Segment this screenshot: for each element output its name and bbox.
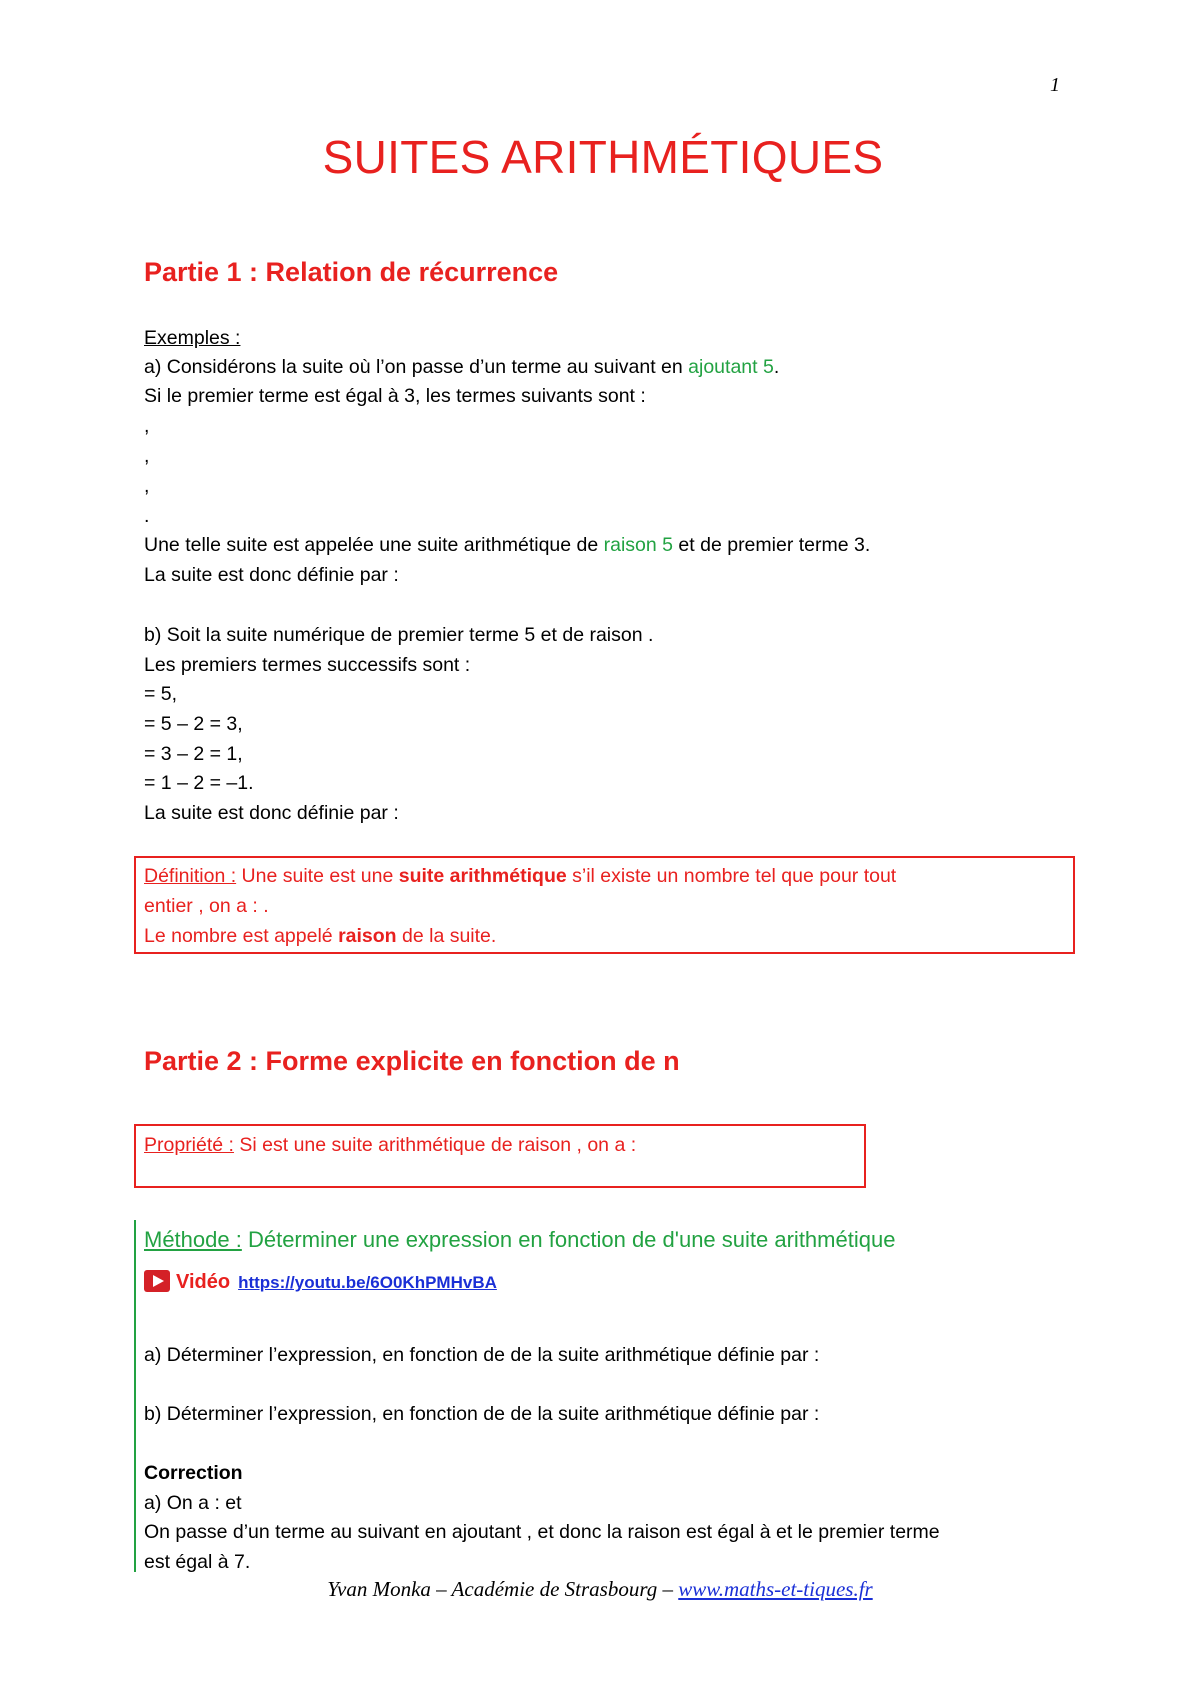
part2-heading: Partie 2 : Forme explicite en fonction de n (144, 1046, 680, 1076)
b-defined-by: La suite est donc définie par : (144, 802, 399, 824)
page-title: SUITES ARITHMÉTIQUES (322, 131, 884, 183)
property-line (144, 1131, 636, 1159)
video-row (144, 1270, 497, 1294)
definition-line3-end: de la suite. (396, 925, 497, 947)
such-text: Une telle suite est appelée une suite arithmétique de (144, 534, 604, 556)
b-term: = 3 – 2 = 1, (144, 743, 243, 765)
term-punct: , (144, 475, 150, 497)
defined-by-line: La suite est donc définie par : (144, 564, 399, 586)
footer (0, 1577, 1200, 1602)
definition-label: Définition : (144, 865, 237, 887)
b-term: = 5, (144, 683, 178, 705)
first-term-line: Si le premier terme est égal à 3, les termes suivants sont : (144, 385, 646, 407)
b-term: = 1 – 2 = –1. (144, 772, 254, 794)
definition-line3-text: Le nombre est appelé (144, 925, 339, 947)
footer-text: Yvan Monka – Académie de Strasbourg – (327, 1577, 679, 1601)
b-terms-intro: Les premiers termes successifs sont : (144, 654, 471, 676)
method-label: Méthode : (144, 1227, 242, 1252)
example-a-line (144, 353, 779, 381)
term-punct: , (144, 445, 150, 467)
property-label: Propriété : (144, 1134, 234, 1156)
term-punct: . (144, 505, 150, 527)
part1-heading: Partie 1 : Relation de récurrence (144, 257, 559, 287)
method-sidebar (134, 1220, 136, 1572)
video-label: Vidéo (176, 1271, 231, 1293)
such-sequence-line (144, 531, 870, 559)
example-b-line: b) Soit la suite numérique de premier terme 5 et de raison . (144, 624, 654, 646)
definition-raison: raison (338, 925, 397, 947)
property-text: Si est une suite arithmétique de raison , on a : (233, 1134, 637, 1156)
example-a-end: . (773, 356, 780, 378)
examples-label: Exemples : (144, 327, 241, 349)
correction-a1: a) On a : et (144, 1492, 242, 1514)
definition-text2: s’il existe un nombre tel que pour tout (566, 865, 897, 887)
youtube-play-icon[interactable] (144, 1270, 170, 1292)
correction-label: Correction (144, 1462, 243, 1484)
correction-a2: On passe d’un terme au suivant en ajoutant , et donc la raison est égal à et le premier terme (144, 1521, 940, 1543)
b-term: = 5 – 2 = 3, (144, 713, 243, 735)
correction-a3: est égal à 7. (144, 1551, 251, 1573)
definition-line1 (144, 862, 896, 890)
example-a-text: a) Considérons la suite où l’on passe d’un terme au suivant en (144, 356, 689, 378)
such-highlight: raison 5 (603, 534, 674, 556)
definition-bold: suite arithmétique (398, 865, 567, 887)
page-number: 1 (1050, 74, 1060, 96)
question-b: b) Déterminer l’expression, en fonction de de la suite arithmétique définie par : (144, 1403, 820, 1425)
question-a: a) Déterminer l’expression, en fonction de de la suite arithmétique définie par : (144, 1344, 820, 1366)
example-a-highlight: ajoutant 5 (688, 356, 774, 378)
footer-link[interactable]: www.maths-et-tiques.fr (678, 1577, 873, 1601)
such-end: et de premier terme 3. (673, 534, 871, 556)
video-link[interactable]: https://youtu.be/6O0KhPMHvBA (238, 1273, 497, 1292)
term-punct: , (144, 415, 150, 437)
definition-text1: Une suite est une (236, 865, 399, 887)
definition-line3 (144, 922, 496, 950)
definition-line2: entier , on a : . (144, 895, 269, 917)
method-text: Déterminer une expression en fonction de d'une suite arithmétique (241, 1227, 896, 1252)
method-line (144, 1227, 895, 1253)
